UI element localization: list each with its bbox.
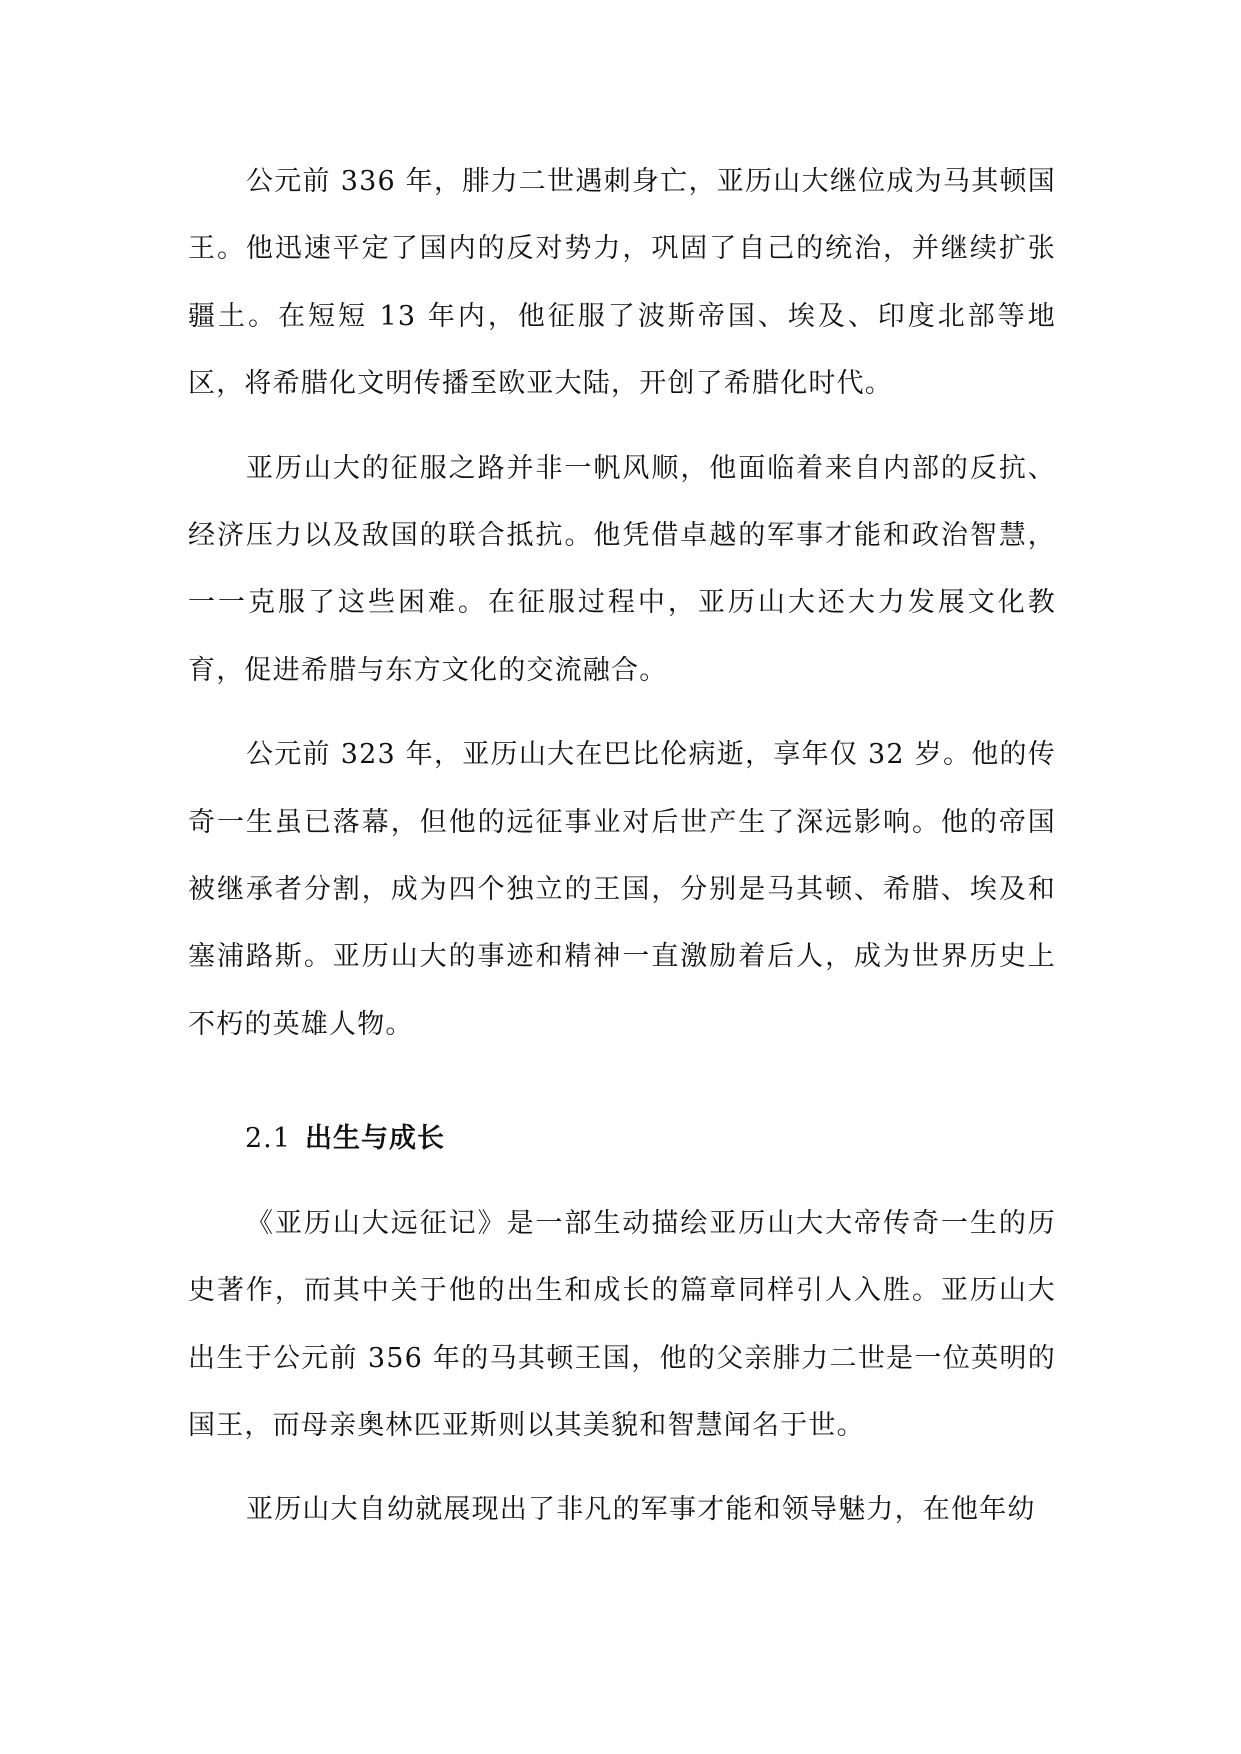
section-number: 2.1 (245, 1123, 291, 1155)
paragraph-succession: 公元前 336 年，腓力二世遇刺身亡，亚历山大继位成为马其顿国王。他迅速平定了国内的反对势力，巩固了自己的统治，并继续扩张疆土。在短短 13 年内，他征服了波斯帝国、埃及、印度北部等地区，将希腊化文明传播至欧亚大陆，开创了希腊化时代。 (188, 166, 1056, 400)
paragraph-death-legacy: 公元前 323 年，亚历山大在巴比伦病逝，享年仅 32 岁。他的传奇一生虽已落幕，但他的远征事业对后世产生了深远影响。他的帝国被继承者分割，成为四个独立的王国，分别是马其顿、希腊、埃及和塞浦路斯。亚历山大的事迹和精神一直激励着后人，成为世界历史上不朽的英雄人物。 (188, 739, 1056, 1040)
paragraph-birth: 《亚历山大远征记》是一部生动描绘亚历山大大帝传奇一生的历史著作，而其中关于他的出生和成长的篇章同样引人入胜。亚历山大出生于公元前 356 年的马其顿王国，他的父亲腓力二世是一位英明的国王，而母亲奥林匹亚斯则以其美貌和智慧闻名于世。 (188, 1207, 1056, 1441)
paragraph-childhood: 亚历山大自幼就展现出了非凡的军事才能和领导魅力，在他年幼 (246, 1494, 1036, 1526)
section-title: 出生与成长 (304, 1123, 445, 1155)
paragraph-conquest-challenges: 亚历山大的征服之路并非一帆风顺，他面临着来自内部的反抗、经济压力以及敌国的联合抵抗。他凭借卓越的军事才能和政治智慧，一一克服了这些困难。在征服过程中，亚历山大还大力发展文化教育，促进希腊与东方文化的交流融合。 (188, 452, 1056, 686)
section-heading (188, 1105, 1056, 1172)
